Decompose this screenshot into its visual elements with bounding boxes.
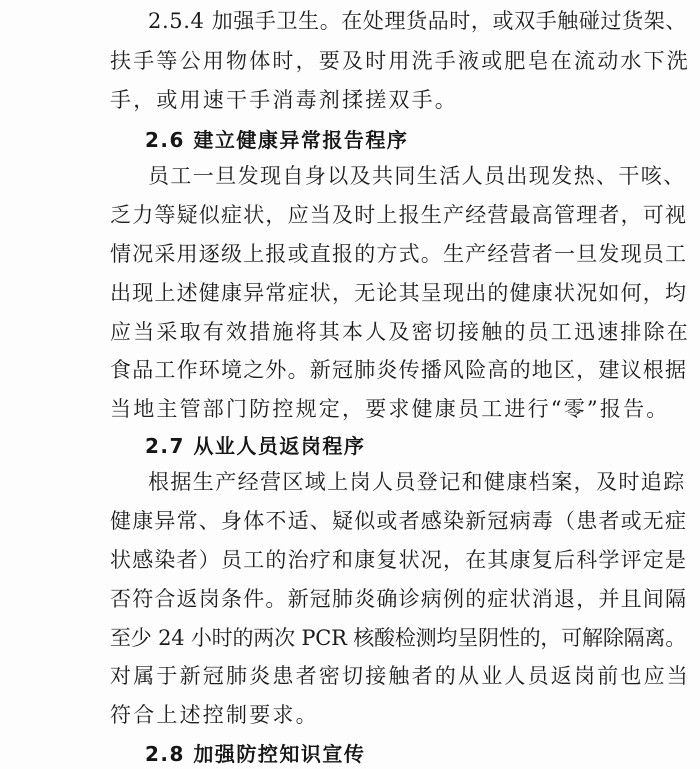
paragraph-line: 健康异常、身体不适、疑似或者感染新冠病毒（患者或无症	[110, 509, 688, 534]
paragraph-line: 符合上述控制要求。	[110, 703, 319, 728]
paragraph-line: 员工一旦发现自身以及共同生活人员出现发热、干咳、	[148, 164, 686, 189]
paragraph-line: 手，或用速干手消毒剂揉搓双手。	[110, 88, 458, 113]
paragraph-line: 当地主管部门防控规定，要求健康员工进行“零”报告。	[110, 397, 670, 422]
section-heading-2-7: 2.7 从业人员返岗程序	[145, 434, 366, 459]
paragraph-line: 至少 24 小时的两次 PCR 核酸检测均呈阴性的，可解除隔离。	[110, 625, 687, 650]
paragraph-line: 食品工作环境之外。新冠肺炎传播风险高的地区，建议根据	[110, 358, 688, 383]
paragraph-line: 扶手等公用物体时，要及时用洗手液或肥皂在流动水下洗	[110, 48, 690, 73]
paragraph-line: 2.5.4 加强手卫生。在处理货品时，或双手触碰过货架、	[148, 9, 687, 33]
paragraph-line: 情况采用逐级上报或直报的方式。生产经营者一旦发现员工	[110, 241, 688, 266]
paragraph-line: 对属于新冠肺炎患者密切接触者的从业人员返岗前也应当	[110, 664, 690, 689]
paragraph-line: 应当采取有效措施将其本人及密切接触的员工迅速排除在	[110, 319, 690, 344]
paragraph-line: 状感染者）员工的治疗和康复状况，在其康复后科学评定是	[110, 547, 688, 572]
paragraph-line: 根据生产经营区域上岗人员登记和健康档案，及时追踪	[148, 470, 686, 495]
section-heading-2-8: 2.8 加强防控知识宣传	[145, 742, 366, 766]
section-heading-2-6: 2.6 建立健康异常报告程序	[145, 128, 409, 153]
paragraph-line: 乏力等疑似症状，应当及时上报生产经营最高管理者，可视	[110, 203, 688, 228]
paragraph-line: 否符合返岗条件。新冠肺炎确诊病例的症状消退，并且间隔	[110, 586, 688, 611]
paragraph-line: 出现上述健康异常症状，无论其呈现出的健康状况如何，均	[110, 280, 688, 305]
